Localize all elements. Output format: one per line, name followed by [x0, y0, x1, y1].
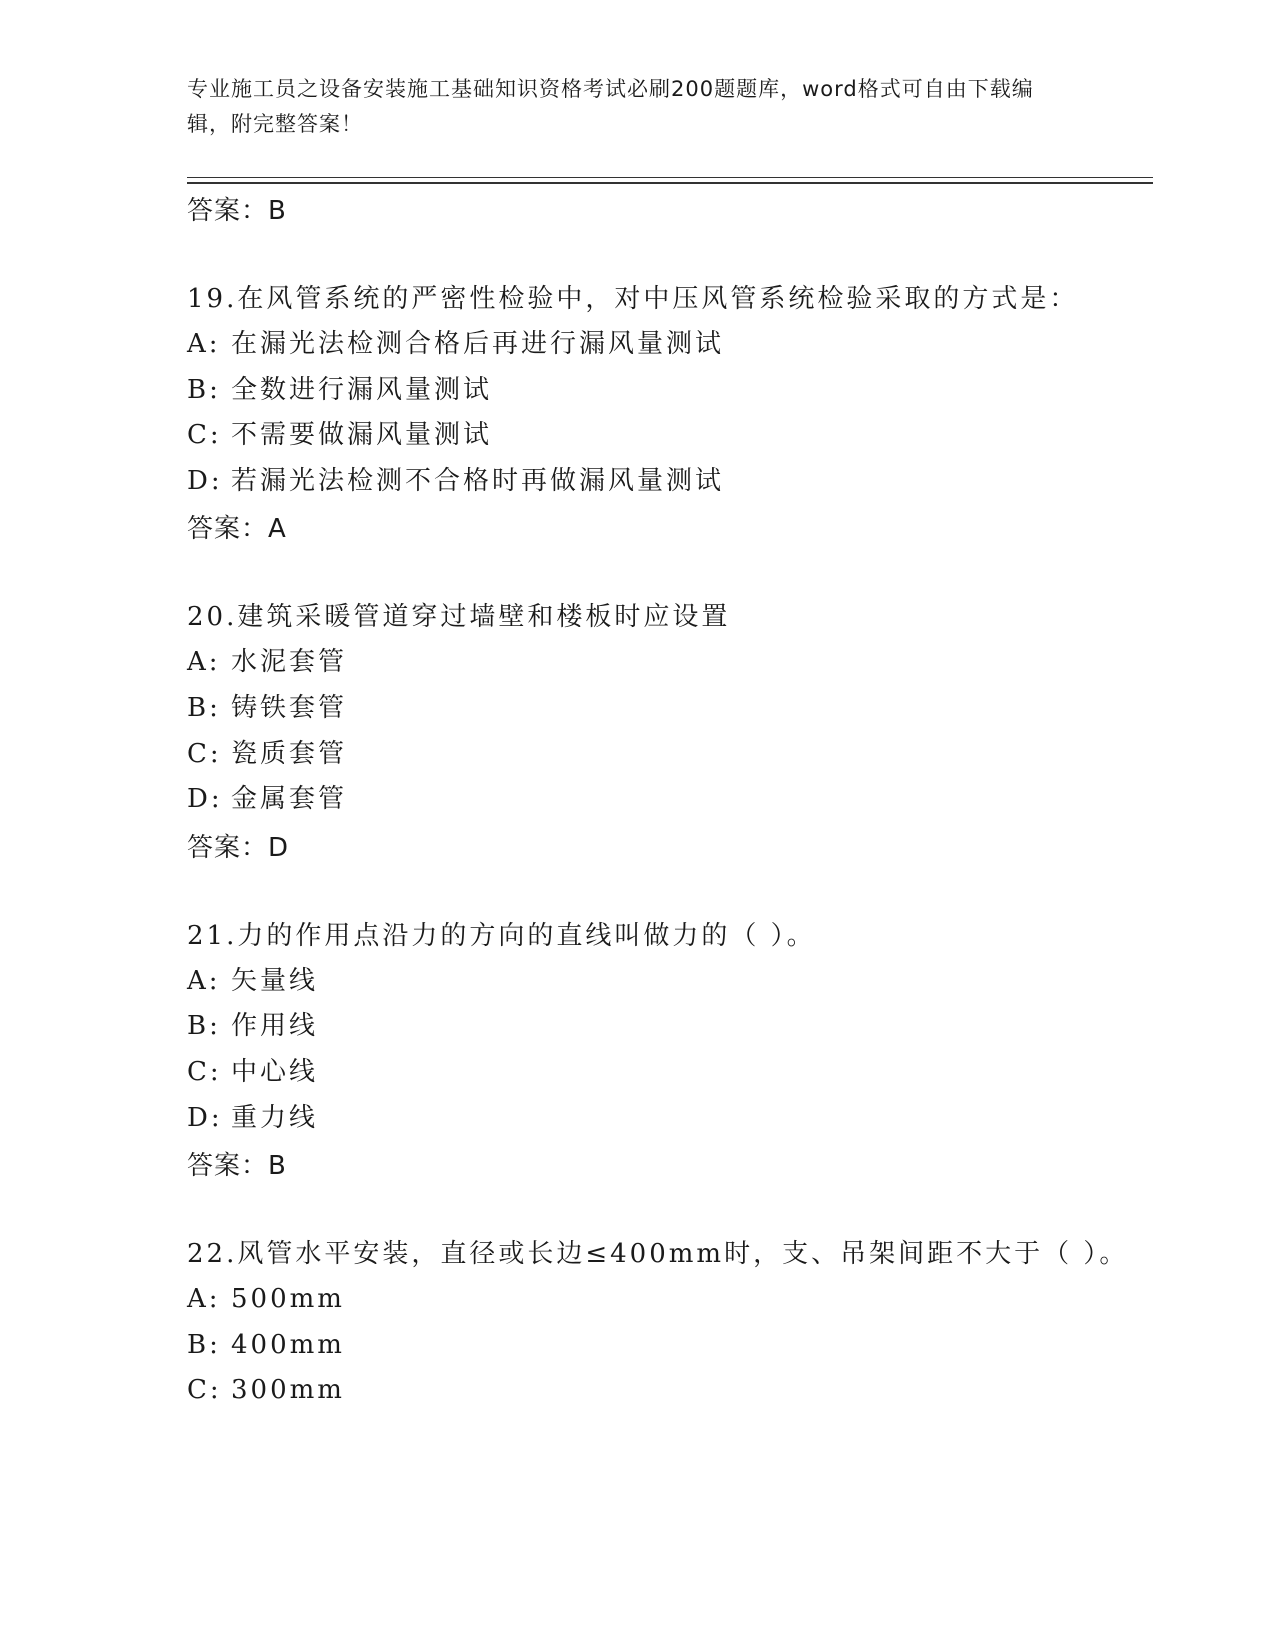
header-divider-thick [187, 182, 1153, 184]
option-letter: B: [187, 692, 221, 723]
option-text: 若漏光法检测不合格时再做漏风量测试 [231, 465, 725, 496]
option-letter: D: [187, 1102, 223, 1133]
option-letter: B: [187, 374, 221, 405]
question-block [187, 1231, 1153, 1414]
option-d [187, 777, 1153, 823]
option-b [187, 1004, 1153, 1050]
question-text: 21.力的作用点沿力的方向的直线叫做力的（ ）。 [187, 920, 816, 951]
option-text: 作用线 [231, 1011, 319, 1042]
option-letter: A: [187, 965, 221, 996]
option-text: 水泥套管 [231, 647, 348, 678]
option-letter: A: [187, 1284, 221, 1315]
option-letter: B: [187, 1011, 221, 1042]
option-c [187, 732, 1153, 778]
option-letter: C: [187, 1056, 222, 1087]
answer-line: 答案：B [187, 196, 287, 226]
option-c [187, 413, 1153, 459]
option-letter: C: [187, 420, 222, 451]
question-block [187, 594, 1153, 864]
answer-line: 答案：A [187, 514, 287, 545]
option-d [187, 459, 1153, 505]
option-c [187, 1368, 1153, 1414]
option-d [187, 1096, 1153, 1142]
option-c [187, 1050, 1153, 1096]
option-letter: C: [187, 1375, 222, 1406]
question-text: 22.风管水平安装，直径或长边≤400mm时，支、吊架间距不大于（ ）。 [187, 1239, 1129, 1270]
option-text: 瓷质套管 [231, 738, 348, 769]
option-text: 在漏光法检测合格后再进行漏风量测试 [231, 329, 725, 359]
option-text: 不需要做漏风量测试 [231, 420, 493, 451]
question-list [187, 186, 1153, 1414]
option-a [187, 640, 1153, 686]
option-text: 铸铁套管 [231, 692, 348, 723]
question-block [187, 913, 1153, 1183]
option-a [187, 322, 1153, 368]
option-text: 500mm [231, 1284, 345, 1315]
option-letter: B: [187, 1329, 221, 1360]
question-text: 19.在风管系统的严密性检验中，对中压风管系统检验采取的方式是： [187, 284, 1079, 314]
option-text: 中心线 [231, 1056, 319, 1087]
document-header: 专业施工员之设备安装施工基础知识资格考试必刷200题题库，word格式可自由下载编辑，附完整答案！ [187, 77, 1034, 136]
answer-line: 答案：D [187, 832, 290, 863]
option-text: 300mm [231, 1375, 345, 1406]
option-text: 400mm [231, 1329, 345, 1360]
option-a [187, 959, 1153, 1005]
option-text: 金属套管 [231, 784, 348, 815]
option-letter: D: [187, 784, 223, 815]
option-letter: A: [187, 329, 221, 359]
option-b [187, 1323, 1153, 1369]
option-text: 矢量线 [231, 965, 319, 996]
option-text: 重力线 [231, 1102, 319, 1133]
option-letter: D: [187, 465, 223, 496]
question-block [187, 276, 1153, 546]
option-letter: C: [187, 738, 222, 769]
option-text: 全数进行漏风量测试 [231, 374, 493, 405]
answer-line: 答案：B [187, 1151, 287, 1182]
question-text: 20.建筑采暖管道穿过墙壁和楼板时应设置 [187, 602, 731, 633]
header-divider-thin [187, 177, 1153, 178]
option-a [187, 1277, 1153, 1323]
option-letter: A: [187, 647, 221, 678]
option-b [187, 686, 1153, 732]
option-b [187, 368, 1153, 414]
